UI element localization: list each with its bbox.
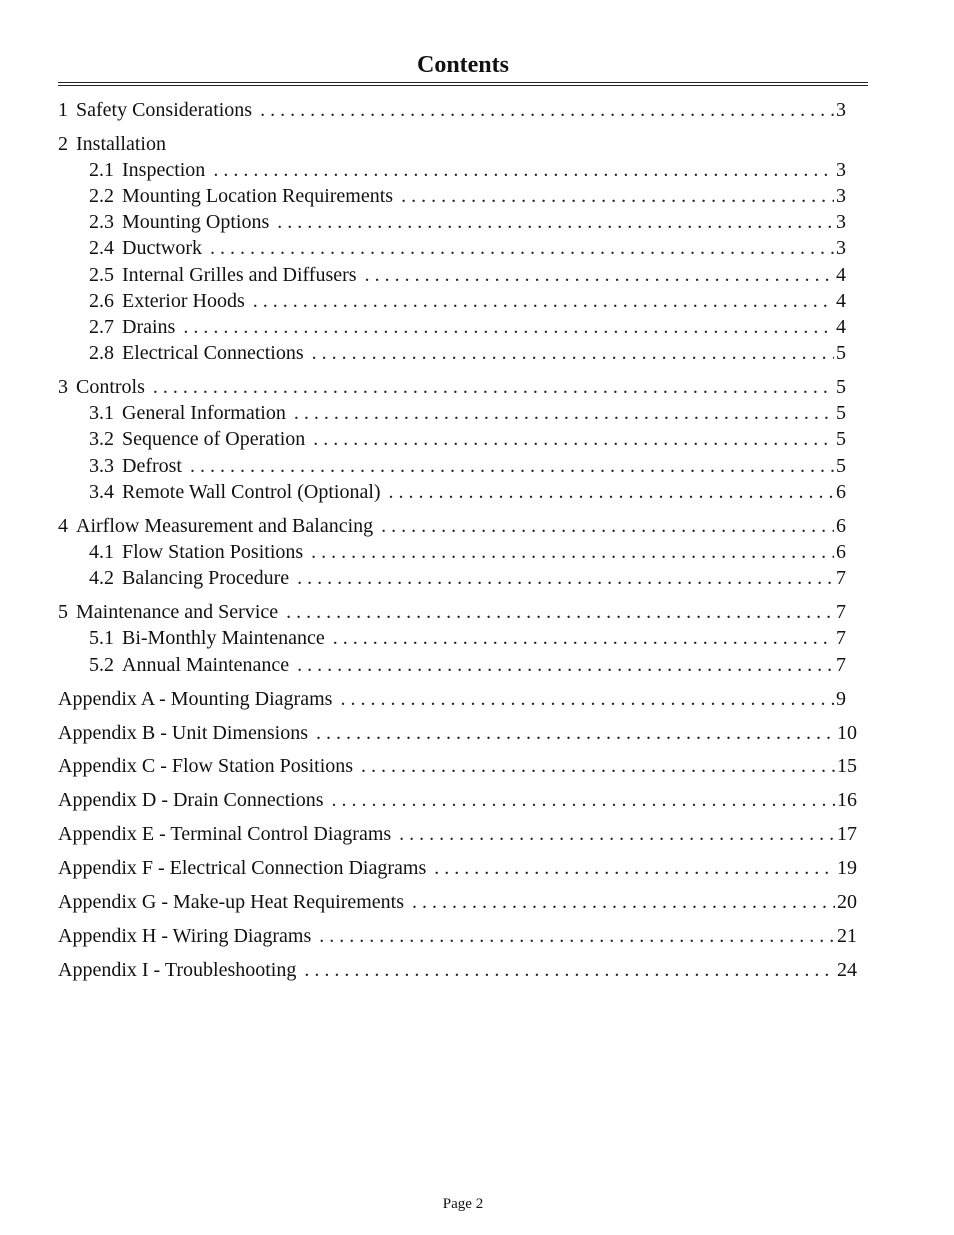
toc-entry-number: 5 — [58, 601, 68, 623]
toc-page-number: 6 — [836, 515, 846, 537]
toc-page-number: 5 — [836, 455, 846, 477]
toc-page-number: 17 — [837, 823, 857, 845]
toc-entry-label: Drains — [122, 316, 176, 338]
title-rule-top — [58, 82, 868, 83]
toc-entry-number: 4 — [58, 515, 68, 537]
toc-entry-2-1-inspection[interactable] — [89, 157, 846, 183]
dot-leader — [304, 957, 835, 983]
dot-leader — [333, 625, 834, 651]
toc-entry-appendix-d-drain-connections[interactable] — [58, 787, 857, 813]
toc-page-number: 21 — [837, 925, 857, 947]
toc-entry-appendix-b-unit-dimensions[interactable] — [58, 720, 857, 746]
dot-leader — [190, 453, 834, 479]
dot-leader — [316, 720, 835, 746]
toc-page-number: 20 — [837, 891, 857, 913]
toc-entry-label: Appendix B - Unit Dimensions — [58, 722, 308, 744]
toc-entry-2-3-mounting-options[interactable] — [89, 209, 846, 235]
toc-entry-label: Airflow Measurement and Balancing — [76, 515, 374, 537]
toc-entry-2-4-ductwork[interactable] — [89, 235, 846, 261]
dot-leader — [297, 652, 834, 678]
toc-page-number: 24 — [837, 959, 857, 981]
toc-entry-number: 3.3 — [89, 455, 114, 477]
dot-leader — [389, 479, 834, 505]
toc-page-number: 5 — [836, 428, 846, 450]
toc-entry-number: 4.2 — [89, 567, 114, 589]
toc-page-number: 7 — [836, 567, 846, 589]
toc-entry-number: 4.1 — [89, 541, 114, 563]
toc-entry-3-controls[interactable] — [58, 374, 846, 400]
dot-leader — [311, 539, 834, 565]
toc-entry-label: Appendix H - Wiring Diagrams — [58, 925, 312, 947]
toc-entry-label: Inspection — [122, 159, 206, 181]
toc-page-number: 5 — [836, 376, 846, 398]
toc-entry-label: Annual Maintenance — [122, 654, 290, 676]
dot-leader — [365, 262, 834, 288]
toc-entry-label: Sequence of Operation — [122, 428, 306, 450]
toc-entry-number: 2 — [58, 133, 68, 155]
toc-entry-label: Remote Wall Control (Optional) — [122, 481, 381, 503]
dot-leader — [313, 426, 834, 452]
toc-entry-label: Maintenance and Service — [76, 601, 279, 623]
toc-entry-number: 5.1 — [89, 627, 114, 649]
toc-page-number: 3 — [836, 237, 846, 259]
title-rule-bottom — [58, 85, 868, 86]
toc-page-number: 6 — [836, 481, 846, 503]
toc-page-number: 3 — [836, 185, 846, 207]
toc-entry-2-2-mounting-location-requirements[interactable] — [89, 183, 846, 209]
dot-leader — [434, 855, 835, 881]
toc-page-number: 16 — [837, 789, 857, 811]
page-number: Page 2 — [442, 1196, 484, 1212]
toc-entry-appendix-g-make-up-heat-requirements[interactable] — [58, 889, 857, 915]
toc-entry-2-8-electrical-connections[interactable] — [89, 340, 846, 366]
toc-entry-number: 3.4 — [89, 481, 114, 503]
dot-leader — [213, 157, 834, 183]
toc-page-number: 7 — [836, 601, 846, 623]
toc-entry-number: 2.7 — [89, 316, 114, 338]
toc-entry-label: Safety Considerations — [76, 99, 253, 121]
toc-entry-number: 2.1 — [89, 159, 114, 181]
toc-entry-number: 2.8 — [89, 342, 114, 364]
toc-entry-label: Appendix C - Flow Station Positions — [58, 755, 354, 777]
dot-leader — [332, 787, 835, 813]
toc-entry-5-2-annual-maintenance[interactable] — [89, 652, 846, 678]
toc-entry-1-safety-considerations[interactable] — [58, 97, 846, 123]
page-title: Contents — [416, 52, 509, 78]
toc-entry-appendix-a-mounting-diagrams[interactable] — [58, 686, 846, 712]
toc-entry-label: Appendix G - Make-up Heat Requirements — [58, 891, 405, 913]
dot-leader — [399, 821, 835, 847]
toc-entry-number: 1 — [58, 99, 68, 121]
dot-leader — [260, 97, 834, 123]
toc-page-number: 7 — [836, 627, 846, 649]
toc-entry-label: Ductwork — [122, 237, 202, 259]
toc-entry-2-7-drains[interactable] — [89, 314, 846, 340]
toc-entry-appendix-e-terminal-control-diagrams[interactable] — [58, 821, 857, 847]
toc-entry-number: 2.3 — [89, 211, 114, 233]
dot-leader — [312, 340, 834, 366]
toc-page-number: 19 — [837, 857, 857, 879]
dot-leader — [294, 400, 834, 426]
toc-entry-label: Exterior Hoods — [122, 290, 245, 312]
toc-entry-2-5-internal-grilles-and-diffusers[interactable] — [89, 262, 846, 288]
dot-leader — [361, 753, 835, 779]
toc-page-number: 3 — [836, 159, 846, 181]
toc-page-number: 6 — [836, 541, 846, 563]
toc-page-number: 15 — [837, 755, 857, 777]
toc-page-number: 5 — [836, 402, 846, 424]
dot-leader — [297, 565, 834, 591]
toc-entry-2-6-exterior-hoods[interactable] — [89, 288, 846, 314]
toc-entry-2-installation — [58, 131, 846, 157]
toc-entry-label: Appendix F - Electrical Connection Diagrams — [58, 857, 427, 879]
toc-entry-5-1-bi-monthly-maintenance[interactable] — [89, 625, 846, 651]
toc-entry-3-1-general-information[interactable] — [89, 400, 846, 426]
toc-page-number: 4 — [836, 290, 846, 312]
toc-entry-label: Installation — [76, 133, 166, 155]
toc-page-number: 10 — [837, 722, 857, 744]
toc-entry-label: Appendix E - Terminal Control Diagrams — [58, 823, 392, 845]
toc-entry-label: Flow Station Positions — [122, 541, 304, 563]
toc-entry-3-3-defrost[interactable] — [89, 453, 846, 479]
toc-entry-number: 2.5 — [89, 264, 114, 286]
dot-leader — [183, 314, 834, 340]
dot-leader — [277, 209, 834, 235]
dot-leader — [253, 288, 834, 314]
toc-entry-number: 2.4 — [89, 237, 114, 259]
dot-leader — [340, 686, 834, 712]
dot-leader — [286, 599, 834, 625]
toc-entry-4-2-balancing-procedure[interactable] — [89, 565, 846, 591]
toc-entry-appendix-i-troubleshooting[interactable] — [58, 957, 857, 983]
toc-entry-number: 2.2 — [89, 185, 114, 207]
toc-page-number: 3 — [836, 211, 846, 233]
toc-entry-label: Mounting Location Requirements — [122, 185, 394, 207]
toc-page-number: 9 — [836, 688, 846, 710]
toc-entry-label: Electrical Connections — [122, 342, 304, 364]
toc-page-number: 3 — [836, 99, 846, 121]
toc-entry-number: 3.1 — [89, 402, 114, 424]
toc-entry-label: Internal Grilles and Diffusers — [122, 264, 357, 286]
toc-entry-appendix-h-wiring-diagrams[interactable] — [58, 923, 857, 949]
toc-entry-4-airflow-measurement-and-balancing[interactable] — [58, 513, 846, 539]
toc-entry-label: Bi-Monthly Maintenance — [122, 627, 325, 649]
toc-entry-4-1-flow-station-positions[interactable] — [89, 539, 846, 565]
toc-entry-number: 3.2 — [89, 428, 114, 450]
toc-entry-label: Appendix A - Mounting Diagrams — [58, 688, 333, 710]
toc-page-number: 4 — [836, 264, 846, 286]
toc-entry-5-maintenance-and-service[interactable] — [58, 599, 846, 625]
toc-entry-3-2-sequence-of-operation[interactable] — [89, 426, 846, 452]
toc-entry-number: 5.2 — [89, 654, 114, 676]
toc-entry-label: Mounting Options — [122, 211, 270, 233]
toc-entry-number: 2.6 — [89, 290, 114, 312]
toc-entry-label: Defrost — [122, 455, 182, 477]
dot-leader — [319, 923, 835, 949]
toc-entry-number: 3 — [58, 376, 68, 398]
toc-page-number: 5 — [836, 342, 846, 364]
toc-entry-appendix-f-electrical-connection-diagrams[interactable] — [58, 855, 857, 881]
dot-leader — [210, 235, 834, 261]
toc-entry-label: General Information — [122, 402, 286, 424]
toc-entry-appendix-c-flow-station-positions[interactable] — [58, 753, 857, 779]
toc-entry-label: Controls — [76, 376, 145, 398]
toc-entry-label: Balancing Procedure — [122, 567, 290, 589]
dot-leader — [381, 513, 834, 539]
dot-leader — [412, 889, 835, 915]
dot-leader — [153, 374, 834, 400]
dot-leader — [401, 183, 834, 209]
toc-entry-3-4-remote-wall-control-optional[interactable] — [89, 479, 846, 505]
toc-page-number: 7 — [836, 654, 846, 676]
toc-page-number: 4 — [836, 316, 846, 338]
toc-entry-label: Appendix D - Drain Connections — [58, 789, 324, 811]
toc-entry-label: Appendix I - Troubleshooting — [58, 959, 297, 981]
